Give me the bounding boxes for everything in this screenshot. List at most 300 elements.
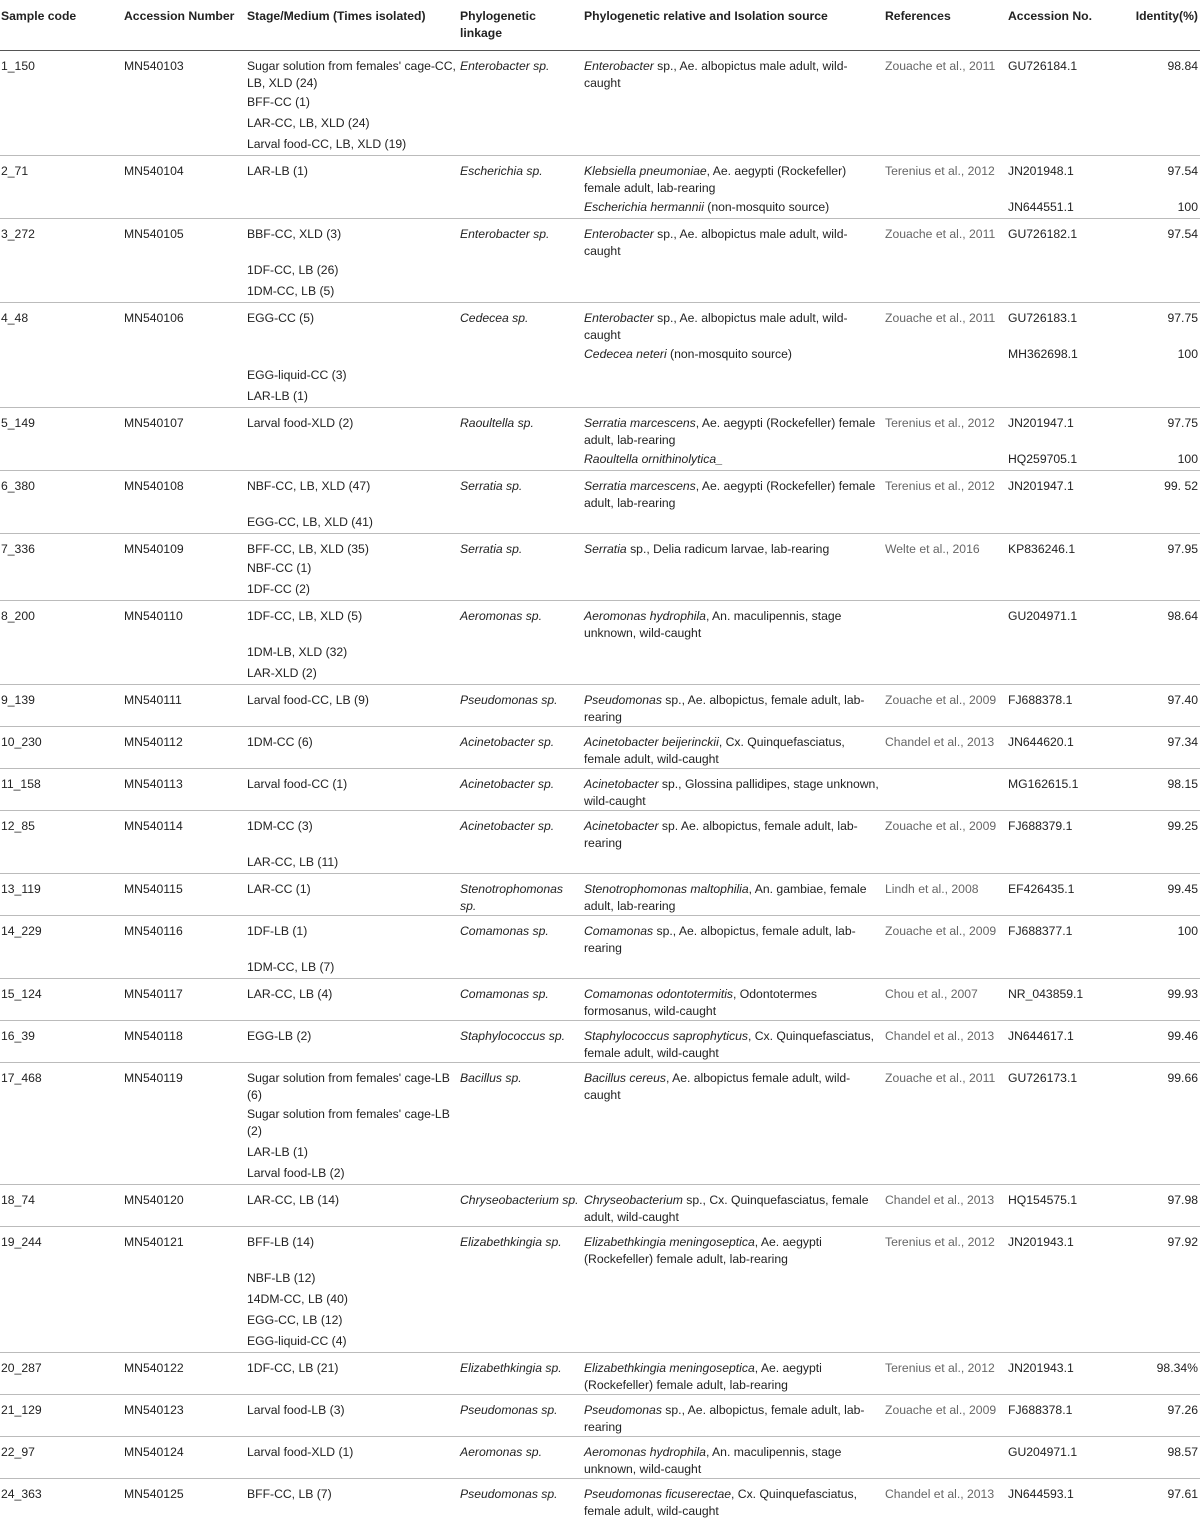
accession-no-cell: JN201948.1 <box>1008 163 1074 178</box>
table-row-continuation <box>0 386 1200 408</box>
accession-number-cell <box>124 134 247 156</box>
accession-no-cell <box>1008 1163 1119 1185</box>
stage-medium-cell: 1DF-CC (2) <box>247 581 310 596</box>
stage-medium-cell: EGG-CC, LB, XLD (41) <box>247 514 373 529</box>
phylogenetic-relative-cell <box>584 978 885 1020</box>
accession-no-cell: FJ688379.1 <box>1008 818 1073 833</box>
reference-cell <box>885 852 1008 874</box>
accession-number-cell: MN540110 <box>124 608 183 623</box>
reference-cell: Chandel et al., 2013 <box>885 1486 995 1501</box>
stage-medium-cell: 14DM-CC, LB (40) <box>247 1291 348 1306</box>
identity-cell <box>1119 260 1200 281</box>
accession-no-cell: JN201943.1 <box>1008 1360 1074 1375</box>
table-row-continuation <box>0 579 1200 601</box>
identity-cell: 97.26 <box>1167 1402 1198 1417</box>
phylogenetic-linkage-cell: Acinetobacter sp. <box>460 818 555 833</box>
identity-cell: 97.75 <box>1167 310 1198 325</box>
phylogenetic-relative-cell <box>584 873 885 915</box>
table-row-continuation <box>0 642 1200 663</box>
phylogenetic-linkage-cell: Acinetobacter sp. <box>460 734 555 749</box>
accession-no-cell: EF426435.1 <box>1008 881 1075 896</box>
stage-medium-cell: LAR-LB (1) <box>247 1144 308 1159</box>
table-row <box>0 1020 1200 1062</box>
reference-cell <box>885 1436 1008 1478</box>
phylogenetic-relative-cell <box>584 684 885 726</box>
phylogenetic-linkage-cell: Aeromonas sp. <box>460 608 542 623</box>
relative-taxon: Bacillus cereus <box>584 1070 666 1085</box>
accession-number-cell <box>124 1142 247 1163</box>
reference-cell: Welte et al., 2016 <box>885 541 980 556</box>
reference-cell <box>885 1104 1008 1142</box>
accession-no-cell: JN644551.1 <box>1008 199 1074 214</box>
sample-code-cell: 7_336 <box>1 541 35 556</box>
table-row <box>0 1226 1200 1268</box>
identity-cell <box>1119 92 1200 113</box>
identity-cell: 99.93 <box>1167 986 1198 1001</box>
accession-no-cell: FJ688378.1 <box>1008 692 1073 707</box>
relative-source: sp., Glossina pallidipes, stage unknown, wild-caught <box>584 776 879 808</box>
phylogenetic-relative-cell <box>584 1310 885 1331</box>
accession-number-cell <box>124 113 247 134</box>
relative-source: sp., Ae. albopictus male adult, wild-caught <box>584 226 848 258</box>
header-stage-medium: Stage/Medium (Times isolated) <box>247 0 460 50</box>
table-row-continuation <box>0 512 1200 534</box>
table-row-continuation <box>0 1104 1200 1142</box>
sample-code-cell: 12_85 <box>1 818 35 833</box>
phylogenetic-linkage-cell <box>460 1163 584 1185</box>
stage-medium-cell: 1DF-CC, LB (21) <box>247 1360 339 1375</box>
relative-source: , Ae. albopictus female adult, wild-caught <box>584 1070 851 1102</box>
accession-no-cell <box>1008 957 1119 979</box>
identity-cell: 97.98 <box>1167 1192 1198 1207</box>
phylogenetic-relative-cell <box>584 852 885 874</box>
accession-no-cell <box>1008 512 1119 534</box>
identity-cell <box>1119 1268 1200 1289</box>
accession-number-cell <box>124 1163 247 1185</box>
header-phylogenetic-relative: Phylogenetic relative and Isolation source <box>584 0 885 50</box>
phylogenetic-relative-cell <box>584 558 885 579</box>
stage-medium-cell: 1DM-CC, LB (7) <box>247 959 335 974</box>
sample-code-cell <box>0 197 124 219</box>
identity-cell: 98.64 <box>1167 608 1198 623</box>
phylogenetic-relative-cell <box>584 407 885 449</box>
phylogenetic-linkage-cell: Comamonas sp. <box>460 986 549 1001</box>
identity-cell: 99.25 <box>1167 818 1198 833</box>
accession-no-cell: JN201947.1 <box>1008 415 1074 430</box>
relative-source: , Cx. Quinquefasciatus, female adult, wild-caught <box>584 1486 858 1518</box>
sample-code-cell <box>0 558 124 579</box>
phylogenetic-relative-cell <box>584 281 885 303</box>
accession-number-cell <box>124 92 247 113</box>
reference-cell: Chandel et al., 2013 <box>885 734 995 749</box>
accession-number-cell <box>124 1331 247 1353</box>
table-row <box>0 1394 1200 1436</box>
stage-medium-cell: Sugar solution from females' cage-LB (2) <box>247 1106 450 1138</box>
relative-taxon: Pseudomonas ficuserectae <box>584 1486 732 1501</box>
accession-number-cell <box>124 558 247 579</box>
reference-cell: Terenius et al., 2012 <box>885 1234 995 1249</box>
relative-taxon: Staphylococcus saprophyticus <box>584 1028 748 1043</box>
reference-cell: Lindh et al., 2008 <box>885 881 979 896</box>
sample-code-cell: 14_229 <box>1 923 42 938</box>
stage-medium-cell: LAR-CC, LB (4) <box>247 986 333 1001</box>
header-identity: Identity(%) <box>1119 0 1200 50</box>
accession-no-cell: GU726182.1 <box>1008 226 1078 241</box>
reference-cell <box>885 1331 1008 1353</box>
accession-number-cell: MN540121 <box>124 1234 184 1249</box>
accession-no-cell: JN201947.1 <box>1008 478 1074 493</box>
identity-cell: 100 <box>1177 451 1198 466</box>
relative-source: , Odontotermes formosanus, wild-caught <box>584 986 818 1018</box>
identity-cell: 99.46 <box>1167 1028 1198 1043</box>
phylogenetic-linkage-cell <box>460 642 584 663</box>
identity-cell: 100 <box>1177 346 1198 361</box>
relative-source: sp., Cx. Quinquefasciatus, female adult, wild-caught <box>584 1192 869 1224</box>
relative-source: sp., Delia radicum larvae, lab-rearing <box>626 541 830 556</box>
phylogenetic-relative-cell <box>584 113 885 134</box>
table-row-continuation <box>0 365 1200 386</box>
identity-cell <box>1119 957 1200 979</box>
table-row <box>0 155 1200 197</box>
phylogenetic-linkage-cell <box>460 1331 584 1353</box>
sample-code-cell <box>0 957 124 979</box>
stage-medium-cell: LAR-XLD (2) <box>247 665 317 680</box>
sample-code-cell: 10_230 <box>1 734 42 749</box>
accession-number-cell <box>124 344 247 365</box>
table-row <box>0 600 1200 642</box>
table-row-continuation <box>0 260 1200 281</box>
accession-no-cell <box>1008 1142 1119 1163</box>
stage-medium-cell: Larval food-CC, LB, XLD (19) <box>247 136 407 151</box>
stage-medium-cell: EGG-LB (2) <box>247 1028 312 1043</box>
reference-cell <box>885 1310 1008 1331</box>
accession-no-cell: FJ688378.1 <box>1008 1402 1073 1417</box>
accession-no-cell: JN201943.1 <box>1008 1234 1074 1249</box>
phylogenetic-linkage-cell: Bacillus sp. <box>460 1070 522 1085</box>
relative-source: , Ae. aegypti (Rockefeller) female adult, lab-rearing <box>584 1360 822 1392</box>
accession-number-cell: MN540120 <box>124 1192 184 1207</box>
reference-cell: Terenius et al., 2012 <box>885 478 995 493</box>
accession-no-cell <box>1008 260 1119 281</box>
relative-source: sp., Ae. albopictus male adult, wild-caught <box>584 58 848 90</box>
stage-medium-cell: EGG-CC (5) <box>247 310 315 325</box>
phylogenetic-relative-cell <box>584 1289 885 1310</box>
table-row <box>0 1352 1200 1394</box>
accession-number-cell: MN540116 <box>124 923 183 938</box>
accession-no-cell <box>1008 579 1119 601</box>
phylogenetic-relative-cell <box>584 1268 885 1289</box>
stage-medium-cell: BFF-CC, LB (7) <box>247 1486 332 1501</box>
reference-cell <box>885 113 1008 134</box>
table-row <box>0 1062 1200 1104</box>
phylogenetic-linkage-cell: Acinetobacter sp. <box>460 776 555 791</box>
identity-cell: 98.34% <box>1156 1360 1198 1375</box>
header-accession-no: Accession No. <box>1008 0 1119 50</box>
relative-source: (non-mosquito source) <box>666 346 792 361</box>
phylogenetic-linkage-cell <box>460 558 584 579</box>
phylogenetic-linkage-cell <box>460 92 584 113</box>
accession-no-cell <box>1008 558 1119 579</box>
sample-code-cell <box>0 512 124 534</box>
stage-medium-cell: BFF-LB (14) <box>247 1234 315 1249</box>
relative-taxon: Elizabethkingia meningoseptica <box>584 1234 755 1249</box>
accession-no-cell <box>1008 92 1119 113</box>
reference-cell: Zouache et al., 2009 <box>885 923 997 938</box>
accession-number-cell <box>124 260 247 281</box>
table-header-row <box>0 0 1200 50</box>
stage-medium-cell: Larval food-LB (2) <box>247 1165 345 1180</box>
sample-code-cell: 24_363 <box>1 1486 42 1501</box>
reference-cell <box>885 642 1008 663</box>
phylogenetic-linkage-cell <box>460 1289 584 1310</box>
header-accession-number: Accession Number <box>124 0 247 50</box>
sample-code-cell: 6_380 <box>1 478 35 493</box>
reference-cell <box>885 92 1008 113</box>
sample-code-cell <box>0 281 124 303</box>
phylogenetic-relative-cell <box>584 134 885 156</box>
table-row <box>0 302 1200 344</box>
phylogenetic-relative-cell <box>584 1142 885 1163</box>
phylogenetic-linkage-cell <box>460 1268 584 1289</box>
identity-cell <box>1119 663 1200 685</box>
reference-cell: Zouache et al., 2011 <box>885 58 996 73</box>
identity-cell <box>1119 365 1200 386</box>
sample-code-cell: 11_158 <box>1 776 41 791</box>
phylogenetic-linkage-cell <box>460 281 584 303</box>
accession-no-cell: GU204971.1 <box>1008 1444 1078 1459</box>
relative-source: , An. maculipennis, stage unknown, wild-caught <box>584 608 842 640</box>
accession-no-cell: JN644620.1 <box>1008 734 1074 749</box>
phylogenetic-linkage-cell <box>460 386 584 408</box>
identity-cell <box>1119 281 1200 303</box>
accession-number-cell: MN540125 <box>124 1486 184 1501</box>
accession-number-cell <box>124 281 247 303</box>
reference-cell <box>885 386 1008 408</box>
table-row <box>0 726 1200 768</box>
phylogenetic-relative-cell <box>584 810 885 852</box>
phylogenetic-relative-cell <box>584 1394 885 1436</box>
accession-no-cell: JN644617.1 <box>1008 1028 1074 1043</box>
relative-source: sp., Ae. albopictus, female adult, lab-rearing <box>584 1402 865 1434</box>
phylogenetic-relative-cell <box>584 579 885 601</box>
phylogenetic-relative-cell <box>584 642 885 663</box>
relative-source: , Ae. aegypti (Rockefeller) female adult, lab-rearing <box>584 1234 822 1266</box>
relative-taxon: Aeromonas hydrophila <box>584 1444 706 1459</box>
table-row <box>0 1436 1200 1478</box>
sample-code-cell: 15_124 <box>1 986 42 1001</box>
relative-source: sp., Ae. albopictus, female adult, lab-rearing <box>584 923 856 955</box>
phylogenetic-relative-cell <box>584 155 885 197</box>
table-row-continuation <box>0 92 1200 113</box>
identity-cell: 97.40 <box>1167 692 1198 707</box>
accession-no-cell: GU204971.1 <box>1008 608 1078 623</box>
stage-medium-cell: 1DF-CC, LB, XLD (5) <box>247 608 363 623</box>
reference-cell <box>885 600 1008 642</box>
accession-number-cell: MN540124 <box>124 1444 184 1459</box>
stage-medium-cell: 1DM-CC (6) <box>247 734 313 749</box>
sample-code-cell: 3_272 <box>1 226 35 241</box>
stage-medium-cell <box>247 449 460 471</box>
identity-cell: 99.66 <box>1167 1070 1198 1085</box>
relative-source: sp., Ae. albopictus male adult, wild-caught <box>584 310 848 342</box>
table-body <box>0 50 1200 1520</box>
accession-number-cell: MN540118 <box>124 1028 183 1043</box>
accession-number-cell: MN540123 <box>124 1402 184 1417</box>
phylogenetic-relative-cell <box>584 1352 885 1394</box>
table-row-continuation <box>0 281 1200 303</box>
sample-code-cell: 8_200 <box>1 608 35 623</box>
phylogenetic-linkage-cell: Staphylococcus sp. <box>460 1028 566 1043</box>
reference-cell: Zouache et al., 2011 <box>885 310 996 325</box>
phylogenetic-relative-cell <box>584 1062 885 1104</box>
phylogenetic-linkage-cell: Aeromonas sp. <box>460 1444 542 1459</box>
phylogenetic-relative-cell <box>584 1184 885 1226</box>
phylogenetic-linkage-cell <box>460 579 584 601</box>
stage-medium-cell <box>247 344 460 365</box>
table-row-continuation <box>0 1142 1200 1163</box>
sample-code-cell <box>0 1268 124 1289</box>
accession-no-cell: HQ259705.1 <box>1008 451 1078 466</box>
phylogenetic-relative-cell <box>584 768 885 810</box>
relative-taxon: Enterobacter <box>584 310 654 325</box>
identity-cell: 97.75 <box>1167 415 1198 430</box>
phylogenetic-relative-cell <box>584 386 885 408</box>
accession-no-cell <box>1008 1331 1119 1353</box>
phylogenetic-relative-cell <box>584 1478 885 1520</box>
identity-cell <box>1119 1289 1200 1310</box>
reference-cell: Zouache et al., 2011 <box>885 1070 996 1085</box>
identity-cell <box>1119 558 1200 579</box>
sample-code-cell <box>0 579 124 601</box>
table-row-continuation <box>0 957 1200 979</box>
phylogenetic-linkage-cell: Raoultella sp. <box>460 415 534 430</box>
phylogenetic-relative-cell <box>584 344 885 365</box>
relative-taxon: Serratia <box>584 541 627 556</box>
sample-code-cell: 19_244 <box>1 1234 42 1249</box>
stage-medium-cell: EGG-liquid-CC (4) <box>247 1333 347 1348</box>
stage-medium-cell: BFF-CC, LB, XLD (35) <box>247 541 369 556</box>
phylogenetic-linkage-cell <box>460 1310 584 1331</box>
accession-no-cell <box>1008 1310 1119 1331</box>
reference-cell <box>885 1289 1008 1310</box>
reference-cell <box>885 1142 1008 1163</box>
accession-no-cell: KP836246.1 <box>1008 541 1076 556</box>
sample-code-cell <box>0 344 124 365</box>
accession-no-cell <box>1008 642 1119 663</box>
stage-medium-cell: Sugar solution from females' cage-CC, LB, XLD (24) <box>247 58 456 90</box>
accession-number-cell <box>124 365 247 386</box>
phylogenetic-linkage-cell <box>460 260 584 281</box>
stage-medium-cell <box>247 197 460 219</box>
identity-cell: 98.15 <box>1167 776 1198 791</box>
identity-cell <box>1119 1163 1200 1185</box>
reference-cell: Zouache et al., 2011 <box>885 226 996 241</box>
accession-number-cell <box>124 1268 247 1289</box>
relative-source: , Cx. Quinquefasciatus, female adult, wild-caught <box>584 734 845 766</box>
phylogenetic-relative-cell <box>584 1020 885 1062</box>
sample-code-cell <box>0 1163 124 1185</box>
table-row <box>0 50 1200 92</box>
phylogenetic-relative-cell <box>584 50 885 92</box>
reference-cell <box>885 281 1008 303</box>
table-row <box>0 407 1200 449</box>
sample-code-cell <box>0 1310 124 1331</box>
table-row <box>0 873 1200 915</box>
phylogenetic-linkage-cell: Enterobacter sp. <box>460 58 550 73</box>
header-phylogenetic-linkage: Phylogenetic linkage <box>460 0 584 50</box>
phylogenetic-linkage-cell <box>460 344 584 365</box>
accession-no-cell: GU726184.1 <box>1008 58 1078 73</box>
table-row <box>0 810 1200 852</box>
relative-source: , Ae. aegypti (Rockefeller) female adult, lab-rearing <box>584 415 876 447</box>
phylogenetic-linkage-cell <box>460 197 584 219</box>
table-row-continuation <box>0 1310 1200 1331</box>
phylogenetic-linkage-cell: Stenotrophomonas sp. <box>460 881 563 913</box>
relative-taxon: Enterobacter <box>584 226 654 241</box>
identity-cell <box>1119 113 1200 134</box>
relative-taxon: Stenotrophomonas maltophilia <box>584 881 749 896</box>
accession-number-cell: MN540111 <box>124 692 182 707</box>
phylogenetic-linkage-cell <box>460 663 584 685</box>
accession-number-cell: MN540117 <box>124 986 183 1001</box>
phylogenetic-relative-cell <box>584 1331 885 1353</box>
stage-medium-cell: NBF-CC, LB, XLD (47) <box>247 478 371 493</box>
accession-number-cell <box>124 957 247 979</box>
reference-cell <box>885 663 1008 685</box>
accession-no-cell <box>1008 386 1119 408</box>
table-row-continuation <box>0 558 1200 579</box>
sample-code-cell <box>0 1331 124 1353</box>
phylogenetic-linkage-cell <box>460 957 584 979</box>
sample-code-cell <box>0 113 124 134</box>
accession-number-cell: MN540114 <box>124 818 183 833</box>
stage-medium-cell: 1DM-CC, LB (5) <box>247 283 335 298</box>
identity-cell: 99.45 <box>1167 881 1198 896</box>
relative-source: sp., Ae. albopictus, female adult, lab-rearing <box>584 692 865 724</box>
phylogenetic-relative-cell <box>584 726 885 768</box>
phylogenetic-linkage-cell <box>460 1142 584 1163</box>
phylogenetic-relative-cell <box>584 663 885 685</box>
phylogenetic-relative-cell <box>584 365 885 386</box>
table-row-continuation <box>0 197 1200 219</box>
identity-cell: 97.54 <box>1167 226 1198 241</box>
table-row-continuation <box>0 852 1200 874</box>
accession-number-cell: MN540119 <box>124 1070 183 1085</box>
relative-taxon: Escherichia hermannii <box>584 199 704 214</box>
phylogenetic-linkage-cell <box>460 512 584 534</box>
relative-source: , An. gambiae, female adult, lab-rearing <box>584 881 867 913</box>
phylogenetic-linkage-cell: Escherichia sp. <box>460 163 543 178</box>
reference-cell <box>885 344 1008 365</box>
table-row <box>0 533 1200 558</box>
relative-taxon: Acinetobacter beijerinckii <box>584 734 719 749</box>
stage-medium-cell: EGG-liquid-CC (3) <box>247 367 347 382</box>
relative-taxon: Serratia marcescens <box>584 415 696 430</box>
accession-number-cell: MN540106 <box>124 310 184 325</box>
phylogenetic-linkage-cell: Cedecea sp. <box>460 310 529 325</box>
table-row <box>0 978 1200 1020</box>
identity-cell: 100 <box>1177 923 1198 938</box>
stage-medium-cell: 1DF-CC, LB (26) <box>247 262 339 277</box>
sample-code-cell: 1_150 <box>1 58 35 73</box>
stage-medium-cell: LAR-CC (1) <box>247 881 311 896</box>
identity-cell: 97.54 <box>1167 163 1198 178</box>
relative-source: , Cx. Quinquefasciatus, female adult, wild-caught <box>584 1028 874 1060</box>
sample-code-cell: 21_129 <box>1 1402 42 1417</box>
accession-number-cell <box>124 579 247 601</box>
accession-no-cell: FJ688377.1 <box>1008 923 1073 938</box>
stage-medium-cell: Sugar solution from females' cage-LB (6) <box>247 1070 450 1102</box>
